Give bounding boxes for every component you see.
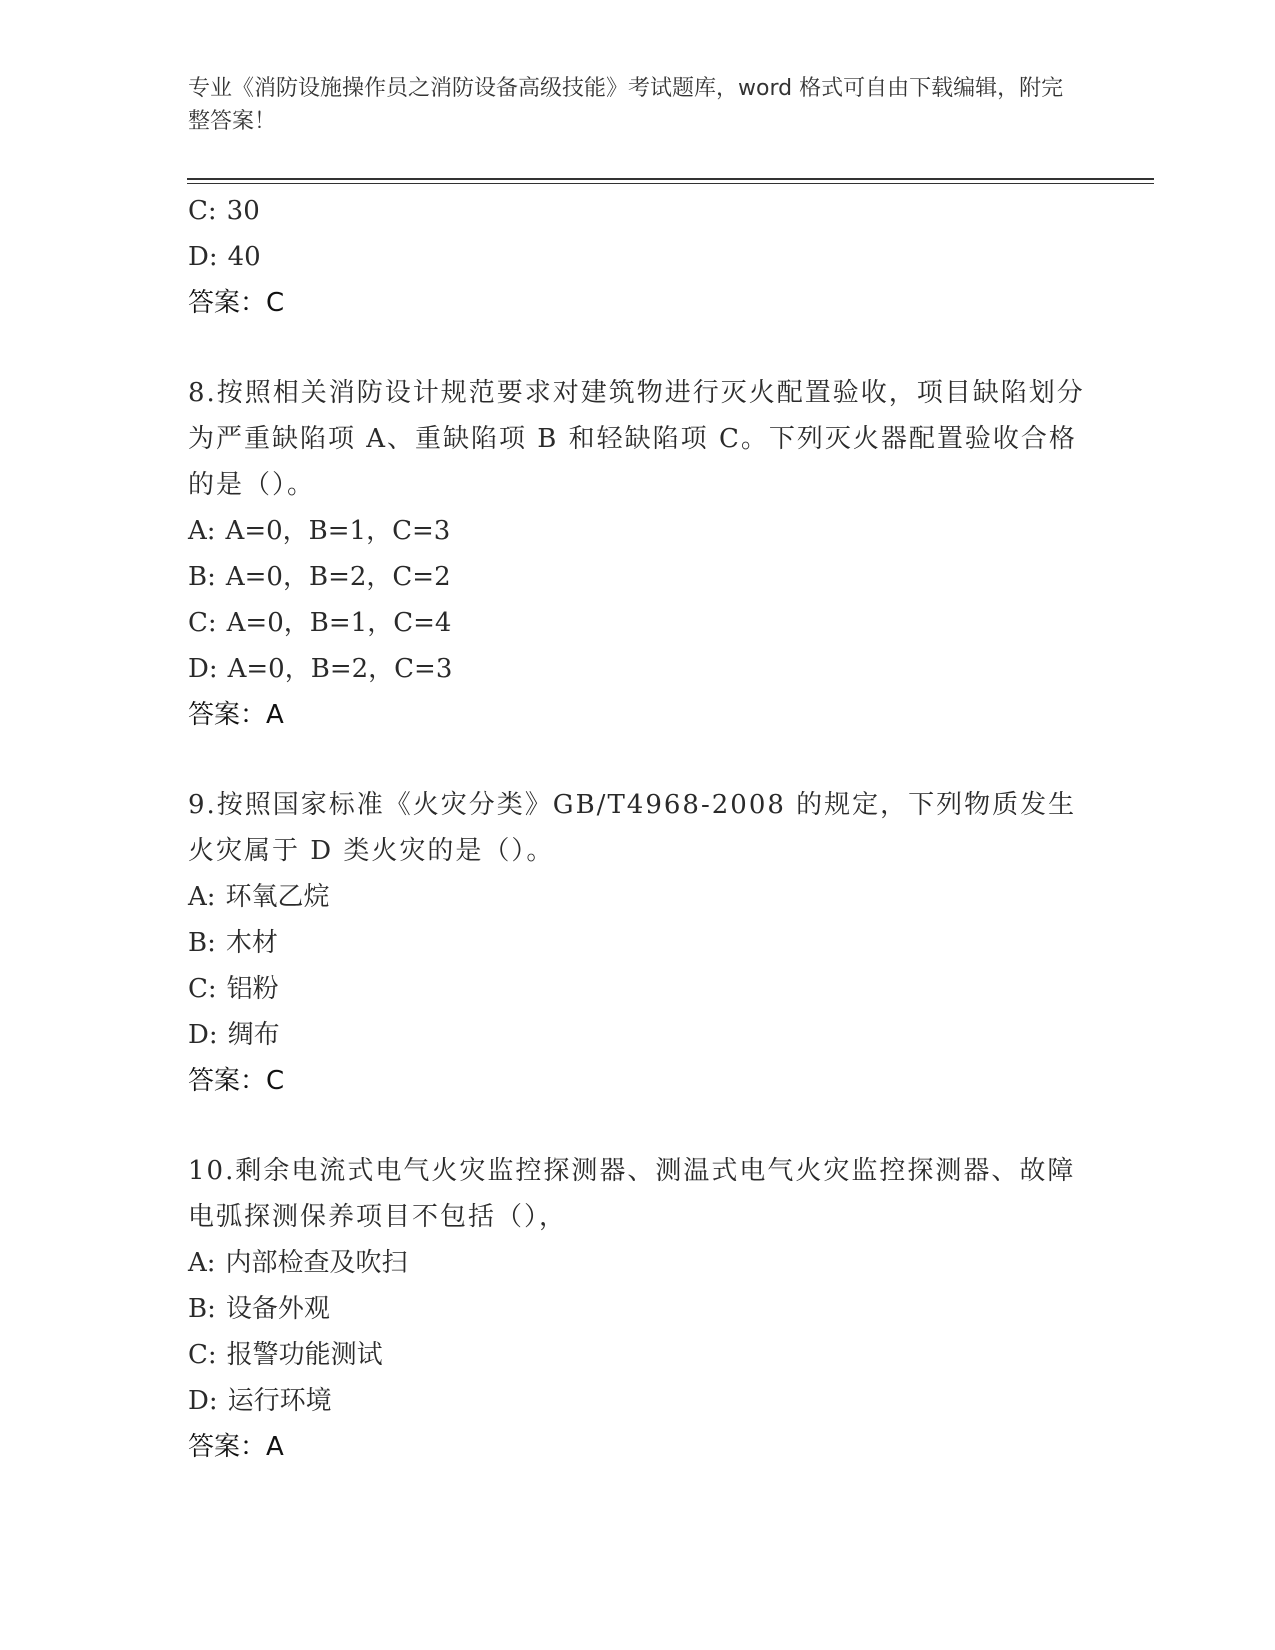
option-letter: C: bbox=[188, 608, 217, 638]
option-d bbox=[188, 234, 1088, 280]
option-letter: A: bbox=[188, 516, 216, 546]
option-letter: C: bbox=[188, 196, 217, 226]
option-letter: A: bbox=[188, 1248, 216, 1278]
option-d bbox=[188, 1378, 1088, 1424]
question-9 bbox=[188, 782, 1088, 1104]
option-c bbox=[188, 1332, 1088, 1378]
question-stem: 8.按照相关消防设计规范要求对建筑物进行灭火配置验收，项目缺陷划分为严重缺陷项 A、重缺陷项 B 和轻缺陷项 C。下列灭火器配置验收合格的是（）。 bbox=[188, 378, 1085, 500]
option-text: 40 bbox=[227, 242, 261, 272]
option-c bbox=[188, 188, 1088, 234]
option-letter: B: bbox=[188, 562, 216, 592]
question-8 bbox=[188, 370, 1088, 738]
previous-question-tail bbox=[188, 188, 1088, 326]
option-b bbox=[188, 554, 1088, 600]
option-text: 运行环境 bbox=[227, 1386, 332, 1416]
option-letter: C: bbox=[188, 974, 217, 1004]
answer-line: 答案：A bbox=[188, 700, 284, 730]
option-text: A=0，B=1，C=4 bbox=[226, 608, 452, 638]
option-a bbox=[188, 1240, 1088, 1286]
option-text: 绸布 bbox=[227, 1020, 280, 1050]
option-text: 30 bbox=[226, 196, 260, 226]
option-text: 设备外观 bbox=[225, 1294, 330, 1324]
option-letter: B: bbox=[188, 1294, 216, 1324]
option-letter: D: bbox=[188, 1386, 218, 1416]
option-b bbox=[188, 920, 1088, 966]
spacer bbox=[188, 738, 1088, 782]
option-letter: B: bbox=[188, 928, 216, 958]
option-c bbox=[188, 600, 1088, 646]
option-text: 报警功能测试 bbox=[226, 1340, 383, 1370]
option-letter: D: bbox=[188, 1020, 218, 1050]
page-header: 专业《消防设施操作员之消防设备高级技能》考试题库，word 格式可自由下载编辑，附完整答案！ bbox=[188, 76, 1064, 134]
option-letter: C: bbox=[188, 1340, 217, 1370]
option-text: 铝粉 bbox=[226, 974, 279, 1004]
option-d bbox=[188, 646, 1088, 692]
header-rule-thick bbox=[187, 178, 1154, 180]
header-rule-thin bbox=[187, 183, 1154, 184]
answer-line: 答案：C bbox=[188, 1066, 285, 1096]
spacer bbox=[188, 1104, 1088, 1148]
option-text: 内部检查及吹扫 bbox=[225, 1248, 408, 1278]
option-letter: D: bbox=[188, 242, 218, 272]
question-stem: 9.按照国家标准《火灾分类》GB/T4968-2008 的规定，下列物质发生火灾属于 D 类火灾的是（）。 bbox=[188, 790, 1077, 866]
question-stem: 10.剩余电流式电气火灾监控探测器、测温式电气火灾监控探测器、故障电弧探测保养项目不包括（）， bbox=[188, 1156, 1076, 1232]
option-b bbox=[188, 1286, 1088, 1332]
spacer bbox=[188, 326, 1088, 370]
option-a bbox=[188, 508, 1088, 554]
option-c bbox=[188, 966, 1088, 1012]
option-text: 环氧乙烷 bbox=[225, 882, 330, 912]
option-a bbox=[188, 874, 1088, 920]
question-content bbox=[188, 188, 1088, 1470]
option-d bbox=[188, 1012, 1088, 1058]
option-text: A=0，B=2，C=3 bbox=[227, 654, 453, 684]
option-text: 木材 bbox=[225, 928, 278, 958]
question-10 bbox=[188, 1148, 1088, 1470]
option-text: A=0，B=2，C=2 bbox=[225, 562, 451, 592]
option-letter: A: bbox=[188, 882, 216, 912]
answer-line: 答案：A bbox=[188, 1432, 284, 1462]
answer-line: 答案：C bbox=[188, 288, 285, 318]
option-text: A=0，B=1，C=3 bbox=[225, 516, 451, 546]
option-letter: D: bbox=[188, 654, 218, 684]
